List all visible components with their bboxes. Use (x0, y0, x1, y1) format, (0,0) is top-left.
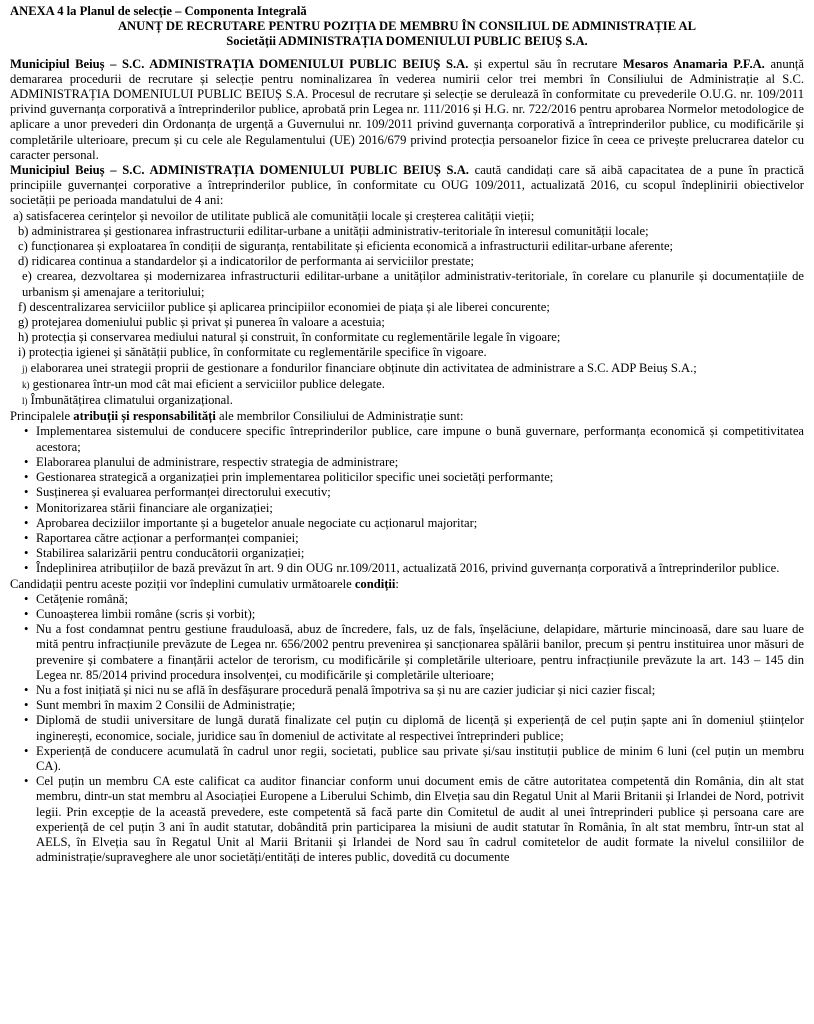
duty-item: • Îndeplinirea atribuțiilor de bază prevăzut în art. 9 din OUG nr.109/2011, actualizată 2016, privind guvernanța corporativă a întreprinderilor publice. (24, 561, 780, 576)
bullet-icon: • (24, 591, 29, 606)
duty-item: • Monitorizarea stării financiare ale organizației; (24, 500, 273, 515)
duty-item: • Implementarea sistemului de conducere specific întreprinderilor publice, care impune o bună guvernare, performanța economică și competitivitatea acestora; (24, 424, 804, 454)
bullet-icon: • (24, 682, 29, 697)
objective-item: a) satisfacerea cerințelor și nevoilor de utilitate publică ale comunității locale și creșterea calității vieții; (13, 208, 535, 223)
bullet-icon: • (24, 546, 29, 561)
bullet-icon: • (24, 713, 29, 728)
bullet-icon: • (24, 606, 29, 621)
bullet-icon: • (24, 470, 29, 485)
duties-list (10, 424, 804, 576)
intro-expert: Mesaros Anamaria P.F.A. (622, 56, 765, 71)
duty-item: • Raportarea către acționar a performanței companiei; (24, 530, 299, 545)
bullet-icon: • (24, 530, 29, 545)
bullet-icon: • (24, 515, 29, 530)
intro-text-1: și expertul său în recrutare (468, 56, 623, 71)
duty-item: • Stabilirea salarizării pentru conducătorii organizației; (24, 546, 305, 561)
bullet-icon: • (24, 774, 29, 789)
title-line-2: Societății ADMINISTRAȚIA DOMENIULUI PUBLIC BEIUȘ S.A. (226, 34, 588, 49)
objective-item: e) crearea, dezvoltarea și modernizarea infrastructurii edilitar-urbane a unităților administrativ-teritoriale, în corelare cu planurile și documentațiile de urbanism și amenajare a teritoriului; (22, 269, 805, 299)
objective-item: g) protejarea domeniului public și privat și punerea în valoare a acestuia; (18, 315, 385, 330)
duty-item: • Gestionarea strategică a organizației prin implementarea politicilor specific unei societăți performante; (24, 470, 554, 485)
search-entity: Municipiul Beiuș – S.C. ADMINISTRAȚIA DOMENIULUI PUBLIC BEIUȘ S.A. (10, 163, 469, 178)
bullet-icon: • (24, 743, 29, 758)
condition-item: • Nu a fost inițiată și nici nu se află în desfășurare procedură penală împotriva sa și nu are cazier judiciar și nici cazier fiscal; (24, 682, 656, 697)
condition-item: • Cetățenie română; (24, 591, 128, 606)
objective-item: d) ridicarea continua a standardelor și a indicatorilor de performanta ai serviciilor prestate; (18, 254, 474, 269)
title-line-1: ANUNȚ DE RECRUTARE PENTRU POZIȚIA DE MEMBRU ÎN CONSILIUL DE ADMINISTRAȚIE AL (117, 19, 697, 34)
objective-item: h) protecția și conservarea mediului natural și construit, în conformitate cu reglementările legale în vigoare; (18, 330, 561, 345)
intro-paragraph (10, 57, 804, 163)
condition-item: • Experiență de conducere acumulată în cadrul unor regii, societati, publice sau private și/sau instituții publice de minim 6 luni (cel puțin un membru CA). (24, 743, 804, 773)
condition-item: • Cel puțin un membru CA este calificat ca auditor financiar conform unui document emis de către autoritatea competentă din România, din alt stat membru, dintr-un stat membru al Asociației Europene a Liberului Schimb, din Elveția sau din Regatul Unit al Marii Britanii și Irlandei de Nord, potrivit legii. Prin excepție de la această prevedere, este competentă să facă parte din Comitetul de audit al unei întreprinderi publice și persoana care are experiență de cel puțin 3 ani în audit statutar, dobândită prin participarea la misiuni de audit statutar în România, în alt stat membru, într-un stat al AELS, în Elveția sau în Regatul Unit al Marii Britanii și Irlandei de Nord sau în cadrul comitetelor de audit formate la nivelul consiliilor de administrație/supraveghere ale unor societăți/entități de interes public, dovedită cu documente (24, 774, 804, 865)
bullet-icon: • (24, 424, 29, 439)
condition-item: • Cunoașterea limbii române (scris și vorbit); (24, 606, 256, 621)
conditions-list (10, 592, 804, 866)
duty-item: • Elaborarea planului de administrare, respectiv strategia de administrare; (24, 454, 399, 469)
bullet-icon: • (24, 622, 29, 637)
bullet-icon: • (24, 698, 29, 713)
intro-text-2: anunță demararea procedurii de recrutare și selecție pentru nominalizarea în vederea numirii celor trei membri în Consiliului de Administrație al S.C. ADMINISTRAȚIA DOMENIULUI PUBLIC BEIUȘ S.A. Procesul de recrutare și selecție se derulează în conformitate cu prevederile O.U.G. nr. 109/2011 privind guvernanța corporativă a întreprinderilor publice, aprobată prin Legea nr. 111/2016 și H.G. nr. 722/2016 pentru aprobarea Normelor metodologice de aplicare a unor prevederi din Ordonanța de urgență a Guvernului nr. 109/2011 privind guvernanța corporativă a întreprinderilor publice, cu modificările și completările ulterioare, precum și cu cele ale Regulamentului (UE) 2016/679 privind protecția persoanelor fizice în ceea ce privește prelucrarea datelor cu caracter personal. (10, 56, 805, 162)
condition-item: • Sunt membri în maxim 2 Consilii de Administrație; (24, 698, 296, 713)
annex-heading: ANEXA 4 la Planul de selecție – Componenta Integrală (10, 4, 307, 18)
intro-entity: Municipiul Beiuș – S.C. ADMINISTRAȚIA DOMENIULUI PUBLIC BEIUȘ S.A. (10, 56, 469, 71)
bullet-icon: • (24, 500, 29, 515)
objective-item: c) funcționarea și exploatarea în condiții de siguranța, rentabilitate și eficienta economică a infrastructurii edilitar-urbane aferente; (18, 239, 674, 254)
search-paragraph (10, 163, 804, 209)
condition-item: • Nu a fost condamnat pentru gestiune frauduloasă, abuz de încredere, fals, uz de fals, înșelăciune, delapidare, mărturie mincinoasă, dare sau luare de mită pentru infracțiunile prevăzute de Legea nr. 656/2002 pentru prevenirea și sancționarea spălării banilor, precum și pentru instituirea unor măsuri de prevenire și combatere a finanțării actelor de terorism, cu modificările și completările ulterioare, pentru infracțiunile prevăzute la art. 143 – 145 din Legea nr. 85/2014 privind procedura insolvenței, cu modificările și completările ulterioare; (24, 622, 804, 682)
objective-item: l) Îmbunătățirea climatului organizațional. (22, 393, 233, 408)
search-text: caută candidați care să aibă capacitatea de a pune în practică principiile guvernanței corporative a întreprinderilor publice, în conformitate cu OUG 109/2011, actualizată 2016, cu scopul îndeplinirii obiectivelor societății pe perioada mandatului de 4 ani: (10, 163, 804, 208)
bullet-icon: • (24, 454, 29, 469)
duty-item: • Aprobarea deciziilor importante și a bugetelor anuale negociate cu acționarul majoritar; (24, 515, 478, 530)
duties-lead: Principalele atribuții și responsabilități ale membrilor Consiliului de Administrație sunt: (10, 409, 464, 424)
objectives-list (10, 209, 804, 410)
objective-item: i) protecția igienei și sănătății publice, în conformitate cu reglementările specifice în vigoare. (18, 345, 487, 360)
objective-item: k) gestionarea într-un mod cât mai eficient a serviciilor publice delegate. (22, 376, 385, 391)
bullet-icon: • (24, 485, 29, 500)
condition-item: • Diplomă de studii universitare de lungă durată finalizate cel puțin cu diplomă de licență și experiență de cel puțin șapte ani în domeniul științelor inginerești, economice, sociale, juridice sau în domeniul de activitate al respectivei întreprinderi publice; (24, 713, 804, 743)
conditions-lead: Candidații pentru aceste poziții vor îndeplini cumulativ următoarele condiții: (10, 576, 399, 591)
objective-item: b) administrarea și gestionarea infrastructurii edilitar-urbane a unității administrativ-teritoriale în interesul comunității locale; (18, 223, 649, 238)
duty-item: • Susținerea și evaluarea performanței directorului executiv; (24, 485, 331, 500)
objective-item: j) elaborarea unei strategii proprii de gestionare a fondurilor financiare obținute din activitatea de administrare a S.C. ADP Beiuș S.A.; (22, 360, 697, 375)
bullet-icon: • (24, 561, 29, 576)
objective-item: f) descentralizarea serviciilor publice și aplicarea principiilor economiei de piața și ale liberei concurente; (18, 299, 550, 314)
